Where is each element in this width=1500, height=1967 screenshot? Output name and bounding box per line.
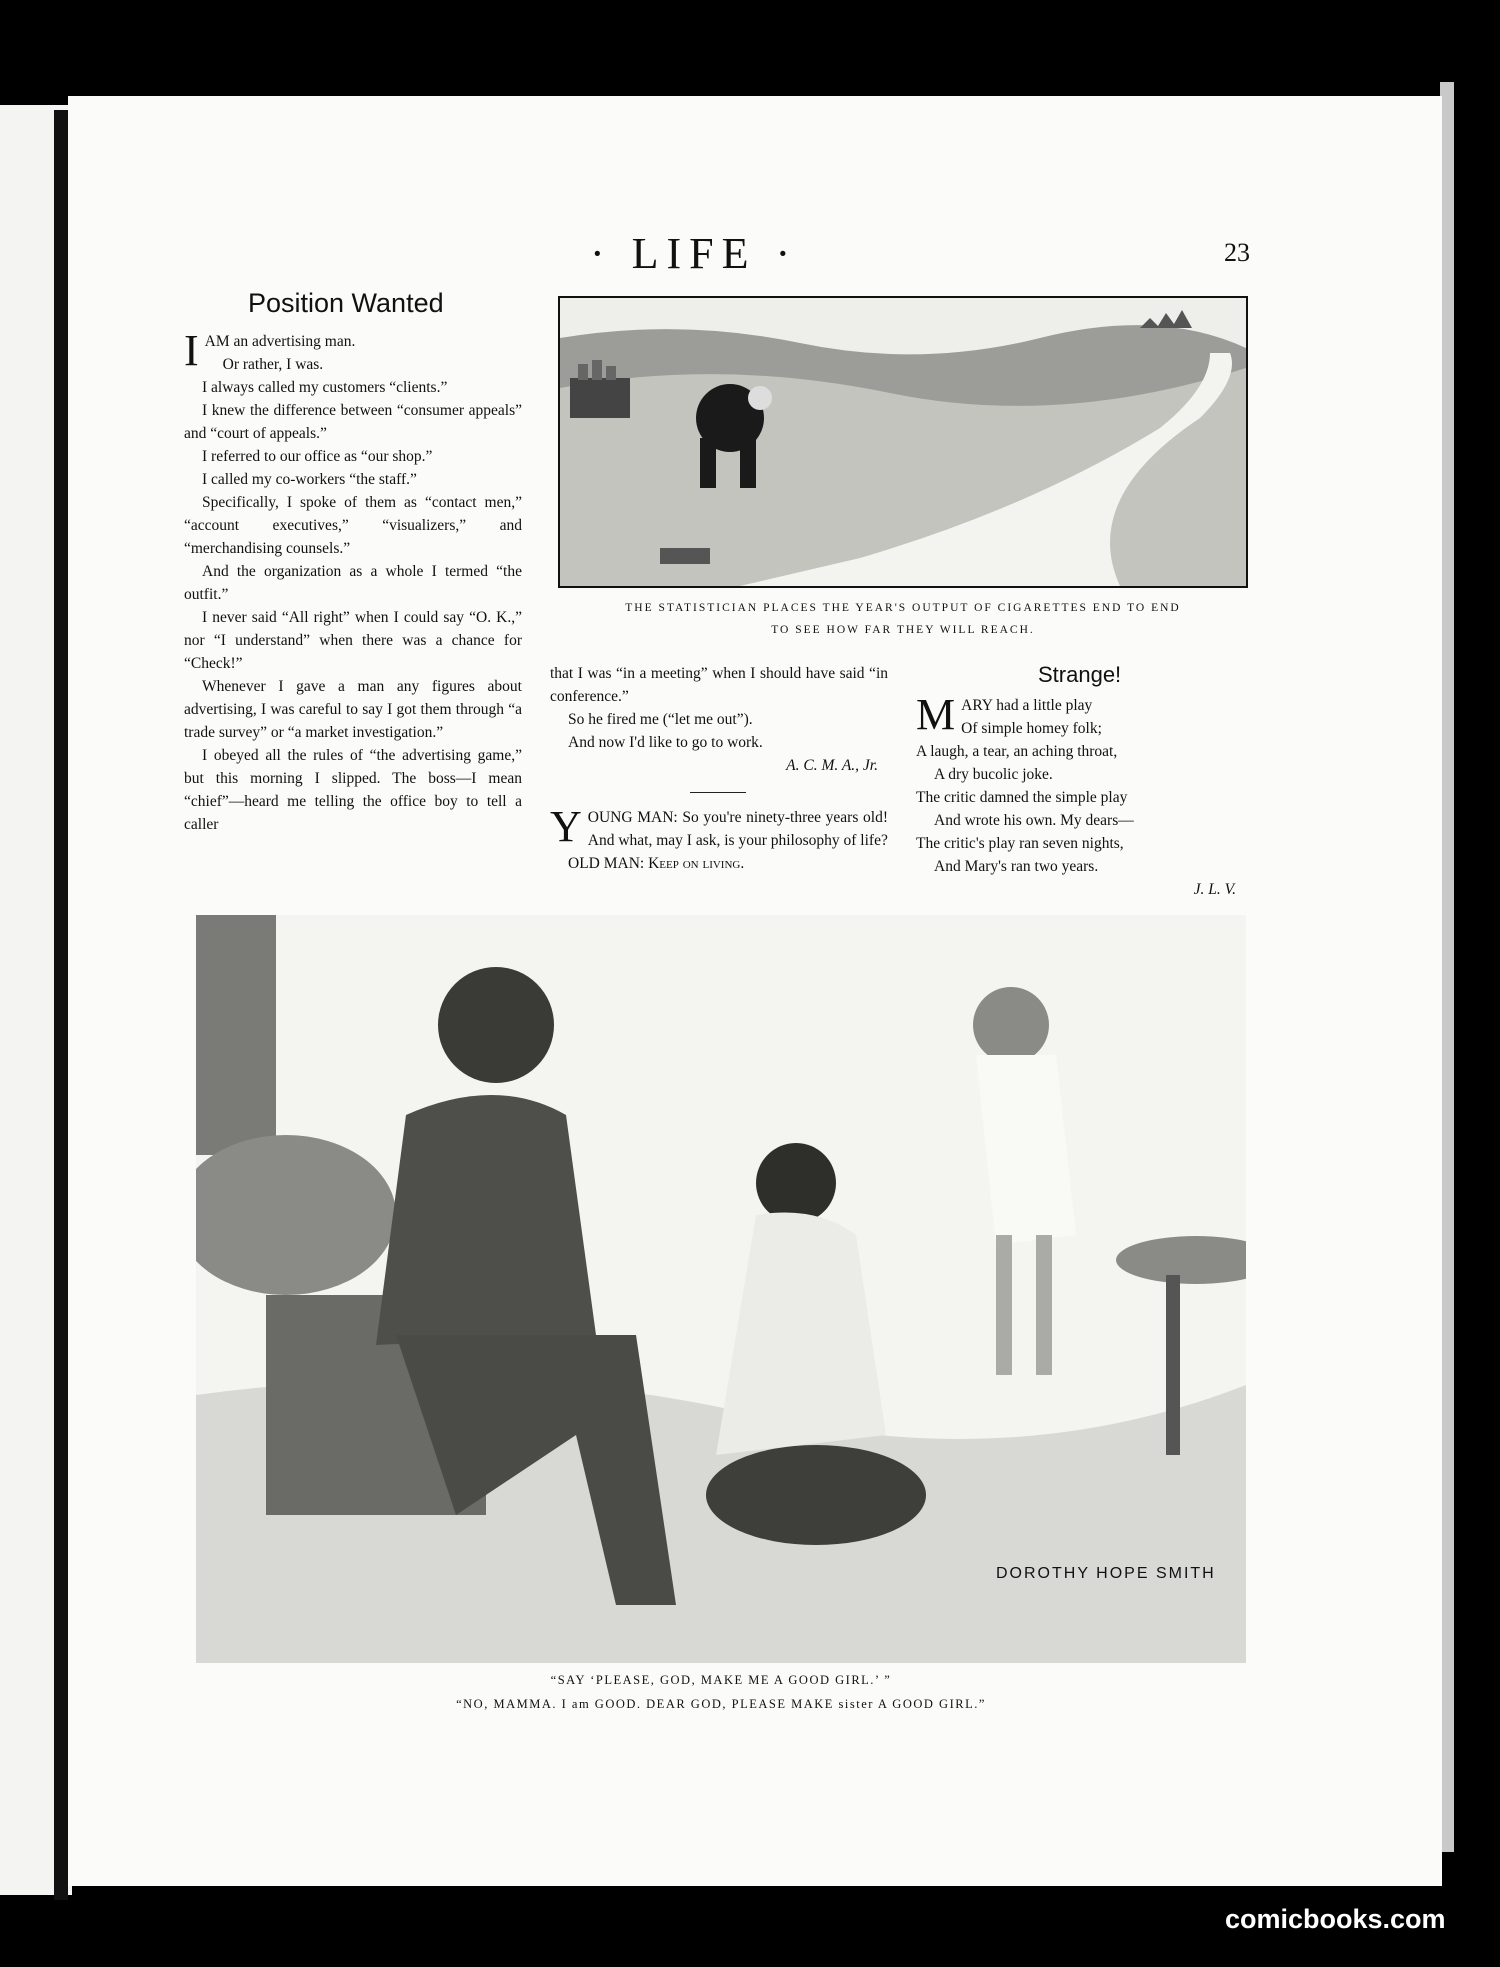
watermark: comicbooks.com bbox=[1225, 1904, 1446, 1934]
poem-line: ARY had a little play bbox=[961, 697, 1093, 714]
signature-acma: A. C. M. A., Jr. bbox=[786, 757, 878, 774]
cartoon-prayer-caption bbox=[196, 1668, 1246, 1716]
cartoon-prayer-drawing bbox=[196, 915, 1246, 1663]
dropcap-y: Y bbox=[550, 802, 582, 851]
poem-title-strange: Strange! bbox=[1038, 662, 1122, 687]
right-page-edge bbox=[1440, 82, 1454, 1852]
caption-line: “SAY ‘PLEASE, GOD, MAKE ME A GOOD GIRL.’ ” bbox=[550, 1673, 892, 1687]
poem-line: A laugh, a tear, an aching throat, bbox=[916, 743, 1118, 760]
poem-line: And Mary's ran two years. bbox=[934, 858, 1099, 875]
joke-young-man bbox=[550, 802, 888, 875]
article-line: I referred to our office as “our shop.” bbox=[202, 448, 433, 465]
caption-line: “NO, MAMMA. I am GOOD. DEAR GOD, PLEASE MAKE sister A GOOD GIRL.” bbox=[456, 1697, 986, 1711]
cartoon-prayer bbox=[196, 915, 1246, 1663]
article-title-position-wanted: Position Wanted bbox=[248, 288, 444, 318]
poem-line: A dry bucolic joke. bbox=[934, 766, 1053, 783]
artist-signature: DOROTHY HOPE SMITH bbox=[996, 1565, 1216, 1582]
caption-line: THE STATISTICIAN PLACES THE YEAR'S OUTPUT OF CIGARETTES END TO END bbox=[625, 602, 1181, 614]
article-line: I always called my customers “clients.” bbox=[202, 379, 448, 396]
cartoon-statistician-drawing bbox=[560, 298, 1246, 586]
article-line: Whenever I gave a man any figures about advertising, I was careful to say I got them through “a trade survey” or “a market investigation.” bbox=[184, 678, 522, 741]
article-line: Or rather, I was. bbox=[222, 356, 324, 373]
article-continuation bbox=[550, 662, 888, 777]
cartoon-statistician bbox=[558, 296, 1248, 588]
poem-line: The critic damned the simple play bbox=[916, 789, 1128, 806]
article-line: I never said “All right” when I could say “O. K.,” nor “I understand” when there was a chance for “Check!” bbox=[184, 609, 522, 672]
article-line: Specifically, I spoke of them as “contact men,” “account executives,” “visualizers,” and “merchandising counsels.” bbox=[184, 494, 522, 557]
poem-strange bbox=[916, 690, 1246, 901]
masthead: · LIFE · bbox=[590, 229, 799, 278]
article-position-wanted bbox=[184, 326, 522, 836]
dropcap-i: I bbox=[184, 326, 199, 375]
book-spine bbox=[54, 110, 68, 1900]
article-line: AM an advertising man. bbox=[204, 333, 356, 350]
joke-reply: OLD MAN: Keep on living. bbox=[568, 855, 745, 872]
dropcap-m: M bbox=[916, 690, 956, 739]
section-divider bbox=[690, 792, 746, 793]
article-line: And now I'd like to go to work. bbox=[568, 734, 763, 751]
poem-line: The critic's play ran seven nights, bbox=[916, 835, 1124, 852]
article-line: So he fired me (“let me out”). bbox=[568, 711, 753, 728]
article-line: And the organization as a whole I termed “the outfit.” bbox=[184, 563, 522, 603]
article-line: I called my co-workers “the staff.” bbox=[202, 471, 417, 488]
article-line: I knew the difference between “consumer appeals” and “court of appeals.” bbox=[184, 402, 522, 442]
caption-line: TO SEE HOW FAR THEY WILL REACH. bbox=[771, 624, 1035, 636]
poem-line: And wrote his own. My dears— bbox=[934, 812, 1134, 829]
joke-text: OUNG MAN: So you're ninety-three years old! And what, may I ask, is your philosophy of life? bbox=[587, 809, 888, 849]
page-number: 23 bbox=[1224, 238, 1250, 267]
signature-jlv: J. L. V. bbox=[1193, 881, 1236, 898]
article-line: I obeyed all the rules of “the advertising game,” but this morning I slipped. The boss—I mean “chief”—heard me telling the office boy to tell a caller bbox=[184, 747, 522, 833]
poem-line: Of simple homey folk; bbox=[961, 720, 1102, 737]
article-line: that I was “in a meeting” when I should have said “in conference.” bbox=[550, 665, 888, 705]
cartoon-statistician-caption bbox=[560, 597, 1246, 641]
